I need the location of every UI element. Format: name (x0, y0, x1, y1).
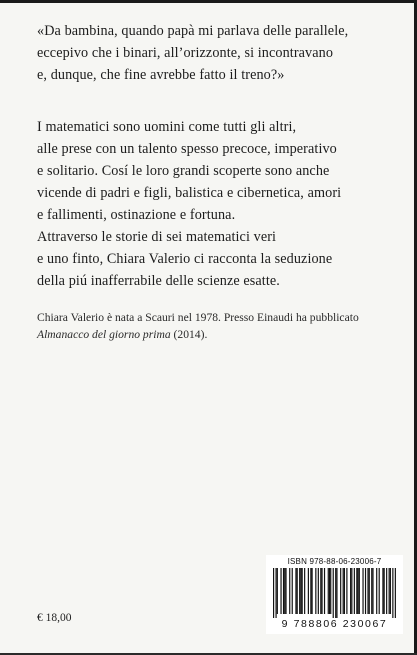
author-note (37, 309, 397, 343)
author-note-line: Chiara Valerio è nata a Scauri nel 1978. Presso Einaudi ha pubblicato (37, 311, 359, 324)
isbn-label: ISBN 978-88-06-23006-7 (287, 557, 382, 566)
blurb-line: e uno finto, Chiara Valerio ci racconta la seduzione (37, 251, 333, 267)
opening-quote (37, 20, 397, 86)
blurb-line: e fallimenti, ostinazione e fortuna. (37, 207, 236, 223)
blurb-line: I matematici sono uomini come tutti gli altri, (37, 119, 297, 135)
quote-line: eccepivo che i binari, all’orizzonte, si incontravano (37, 45, 334, 61)
price-label: € 18,00 (37, 612, 72, 624)
blurb-line: della piú inafferrabile delle scienze esatte. (37, 273, 280, 289)
book-title: Almanacco del giorno prima (37, 328, 171, 341)
blurb-line: e solitario. Cosí le loro grandi scoperte sono anche (37, 163, 330, 179)
book-blurb (37, 116, 397, 292)
blurb-line: vicende di padri e figli, balistica e cibernetica, amori (37, 185, 342, 201)
top-edge (0, 0, 417, 3)
author-note-book-line (37, 326, 397, 343)
barcode-digits: 9 788806 230067 (281, 618, 388, 630)
blurb-line: alle prese con un talento spesso precoce, imperativo (37, 141, 337, 157)
blurb-line: Attraverso le storie di sei matematici veri (37, 229, 277, 245)
barcode (273, 568, 396, 618)
quote-line: «Da bambina, quando papà mi parlava delle parallele, (37, 23, 349, 39)
book-year: (2014). (173, 328, 208, 341)
isbn-barcode-block (266, 555, 403, 634)
quote-line: e, dunque, che fine avrebbe fatto il treno?» (37, 67, 285, 83)
